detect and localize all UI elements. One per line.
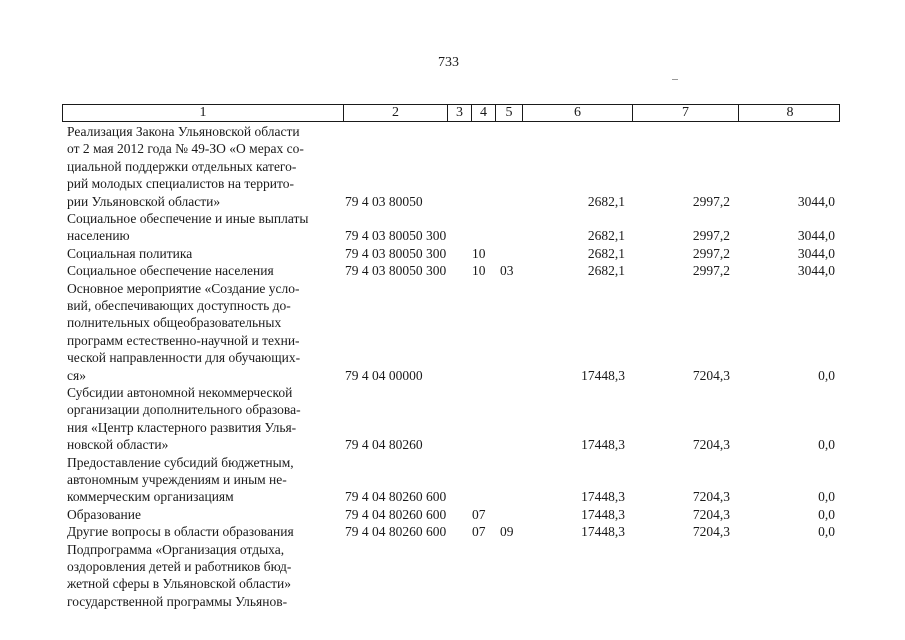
description-line: Социальное обеспечение населения xyxy=(67,263,274,279)
description-line: циальной поддержки отдельных катего- xyxy=(67,158,297,174)
target-code: 79 4 03 80050 xyxy=(345,193,423,209)
target-code: 79 4 04 80260 600 xyxy=(345,489,447,505)
amount-col-6: 17448,3 xyxy=(581,489,625,505)
row-description xyxy=(67,506,335,523)
amount-col-6: 2682,1 xyxy=(587,228,625,244)
description-line: Социальное обеспечение и иные выплаты xyxy=(67,211,309,226)
scan-mark xyxy=(672,79,678,80)
section-code: 10 xyxy=(472,245,486,261)
row-description xyxy=(67,541,335,611)
description-line: ся» xyxy=(67,367,86,383)
description-line: Подпрограмма «Организация отдыха, xyxy=(67,541,285,557)
target-code: 79 4 03 80050 300 xyxy=(345,228,447,244)
row-description xyxy=(67,280,335,384)
row-description xyxy=(67,245,335,262)
amount-col-7: 2997,2 xyxy=(692,245,730,261)
description-line: организации дополнительного образова- xyxy=(67,402,301,418)
description-line: населению xyxy=(67,228,130,244)
amount-col-7: 7204,3 xyxy=(692,506,730,522)
description-line: ния «Центр кластерного развития Улья- xyxy=(67,419,297,435)
amount-col-8: 0,0 xyxy=(818,489,835,505)
amount-col-8: 0,0 xyxy=(818,367,835,383)
row-description xyxy=(67,523,335,540)
amount-col-6: 2682,1 xyxy=(587,263,625,279)
section-code: 07 xyxy=(472,524,486,540)
description-line: от 2 мая 2012 года № 49-ЗО «О мерах со- xyxy=(67,141,304,157)
amount-col-6: 17448,3 xyxy=(581,506,625,522)
row-description xyxy=(67,384,335,454)
row-description xyxy=(67,210,335,245)
target-code: 79 4 04 80260 600 xyxy=(345,506,447,522)
header-col-2: 2 xyxy=(344,105,448,121)
description-line: Субсидии автономной некоммерческой xyxy=(67,385,293,400)
header-col-1: 1 xyxy=(63,105,344,121)
description-line: новской области» xyxy=(67,437,169,453)
row-description xyxy=(67,123,335,210)
description-line: Другие вопросы в области образования xyxy=(67,524,294,540)
amount-col-6: 17448,3 xyxy=(581,524,625,540)
subsection-code: 09 xyxy=(500,524,514,540)
target-code: 79 4 04 80260 600 xyxy=(345,524,447,540)
amount-col-8: 3044,0 xyxy=(797,228,835,244)
amount-col-7: 2997,2 xyxy=(692,263,730,279)
description-line: оздоровления детей и работников бюд- xyxy=(67,559,292,574)
amount-col-8: 3044,0 xyxy=(797,193,835,209)
table-header xyxy=(62,104,840,122)
row-description xyxy=(67,454,335,506)
header-col-5: 5 xyxy=(496,105,523,121)
row-description xyxy=(67,262,335,279)
description-line: вий, обеспечивающих доступность до- xyxy=(67,298,291,313)
header-col-7: 7 xyxy=(633,105,739,121)
amount-col-7: 2997,2 xyxy=(692,228,730,244)
amount-col-7: 7204,3 xyxy=(692,524,730,540)
description-line: Социальная политика xyxy=(67,245,193,261)
target-code: 79 4 04 80260 xyxy=(345,437,423,453)
description-line: коммерческим организациям xyxy=(67,489,234,505)
description-line: программ естественно-научной и техни- xyxy=(67,332,300,348)
amount-col-8: 0,0 xyxy=(818,506,835,522)
amount-col-7: 7204,3 xyxy=(692,437,730,453)
target-code: 79 4 03 80050 300 xyxy=(345,263,447,279)
description-line: ческой направленности для обучающих- xyxy=(67,350,301,366)
amount-col-6: 2682,1 xyxy=(587,193,625,209)
section-code: 07 xyxy=(472,506,486,522)
amount-col-8: 3044,0 xyxy=(797,263,835,279)
amount-col-7: 2997,2 xyxy=(692,193,730,209)
header-col-6: 6 xyxy=(523,105,633,121)
amount-col-8: 3044,0 xyxy=(797,245,835,261)
description-line: жетной сферы в Ульяновской области» xyxy=(67,576,291,592)
subsection-code: 03 xyxy=(500,263,514,279)
section-code: 10 xyxy=(472,263,486,279)
description-line: рии Ульяновской области» xyxy=(67,193,221,209)
description-line: Основное мероприятие «Создание усло- xyxy=(67,280,300,296)
page-number: 733 xyxy=(438,55,459,70)
header-col-8: 8 xyxy=(786,105,794,120)
description-line: Образование xyxy=(67,506,141,522)
amount-col-7: 7204,3 xyxy=(692,489,730,505)
description-line: автономным учреждениям и иным не- xyxy=(67,472,287,487)
amount-col-7: 7204,3 xyxy=(692,367,730,383)
header-col-3: 3 xyxy=(448,105,472,121)
description-line: Предоставление субсидий бюджетным, xyxy=(67,454,294,470)
header-col-4: 4 xyxy=(472,105,496,121)
target-code: 79 4 04 00000 xyxy=(345,367,423,383)
amount-col-6: 17448,3 xyxy=(581,367,625,383)
amount-col-8: 0,0 xyxy=(818,524,835,540)
amount-col-8: 0,0 xyxy=(818,437,835,453)
description-line: Реализация Закона Ульяновской области xyxy=(67,124,300,139)
amount-col-6: 2682,1 xyxy=(587,245,625,261)
target-code: 79 4 03 80050 300 xyxy=(345,245,447,261)
description-line: государственной программы Ульянов- xyxy=(67,593,288,609)
description-line: рий молодых специалистов на террито- xyxy=(67,176,294,192)
description-line: полнительных общеобразовательных xyxy=(67,315,282,331)
amount-col-6: 17448,3 xyxy=(581,437,625,453)
